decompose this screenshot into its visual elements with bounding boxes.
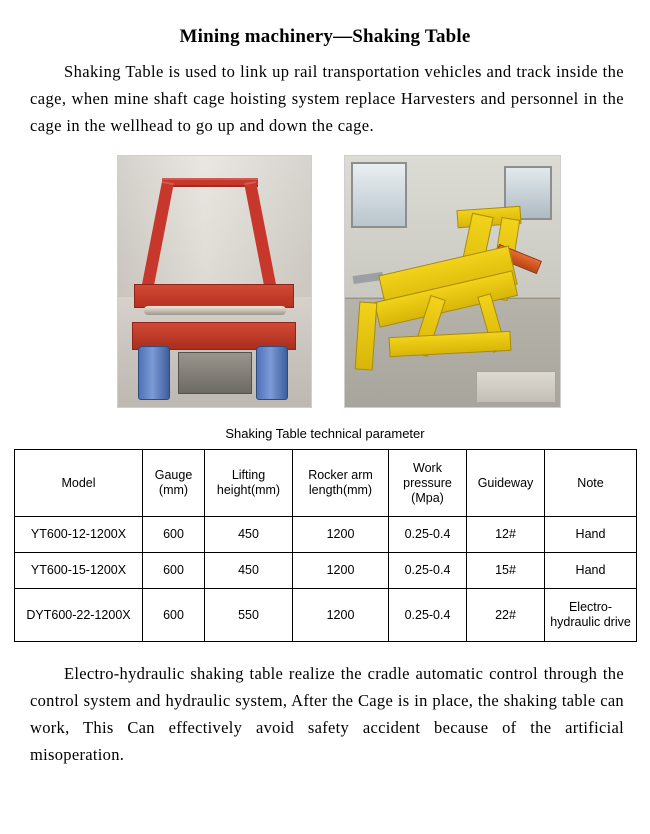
photo-red-shaking-table-frame — [117, 155, 312, 408]
column-header-lifting-height — [205, 450, 293, 517]
column-header-rocker-line2: length(mm) — [308, 483, 373, 497]
column-header-lifting-line1: Lifting — [231, 468, 266, 482]
column-header-rocker-arm-length — [293, 450, 389, 517]
cell-gauge: 600 — [143, 553, 205, 589]
photo-yellow-shaking-table-machine — [344, 155, 561, 408]
technical-parameter-table — [14, 449, 637, 642]
frame-upper-beam — [134, 284, 294, 308]
cell-rocker-arm-length: 1200 — [293, 553, 389, 589]
intro-text: Shaking Table is used to link up rail transportation vehicles and track inside the cage, when mine shaft cage hoisting system replace Harvesters and personnel in the cage in the wellhead to go up and down the cage. — [30, 62, 624, 135]
cell-gauge: 600 — [143, 589, 205, 642]
table-row — [15, 517, 637, 553]
cell-rocker-arm-length: 1200 — [293, 589, 389, 642]
cell-lifting-height: 450 — [205, 517, 293, 553]
frame-shaft — [144, 306, 286, 315]
column-header-gauge-line2: (mm) — [158, 483, 189, 497]
column-header-work-line2: pressure — [403, 475, 452, 490]
cell-guideway: 12# — [467, 517, 545, 553]
cell-model: YT600-12-1200X — [15, 517, 143, 553]
cell-rocker-arm-length: 1200 — [293, 517, 389, 553]
table-caption: Shaking Table technical parameter — [225, 426, 425, 441]
figure-row — [14, 155, 636, 408]
column-header-work-line1: Work — [413, 460, 442, 475]
outro-text: Electro-hydraulic shaking table realize the cradle automatic control through the control system and hydraulic system, After the Cage is in place, the shaking table can work, This Can effectively avoid safety accident because of the artificial misoperation. — [30, 664, 624, 764]
grey-block — [178, 352, 252, 394]
cell-work-pressure: 0.25-0.4 — [389, 589, 467, 642]
cell-gauge: 600 — [143, 517, 205, 553]
concrete-slab — [476, 371, 556, 403]
cell-lifting-height: 450 — [205, 553, 293, 589]
workshop-window — [351, 162, 407, 228]
column-header-note: Note — [545, 450, 637, 517]
cell-model: YT600-15-1200X — [15, 553, 143, 589]
column-header-guideway: Guideway — [467, 450, 545, 517]
intro-paragraph — [14, 58, 636, 139]
photo-left-canvas — [118, 156, 311, 407]
column-header-rocker-line1: Rocker arm — [308, 468, 373, 482]
column-header-work-line3: (Mpa) — [411, 490, 444, 505]
table-header-row — [15, 450, 637, 517]
table-row — [15, 589, 637, 642]
cell-lifting-height: 550 — [205, 589, 293, 642]
page-title: Mining machinery—Shaking Table — [179, 26, 471, 47]
column-header-gauge-line1: Gauge — [154, 468, 193, 482]
cell-note: Electro-hydraulic drive — [545, 589, 637, 642]
cell-work-pressure: 0.25-0.4 — [389, 517, 467, 553]
column-header-work-pressure — [389, 450, 467, 517]
table-row — [15, 553, 637, 589]
cell-note: Hand — [545, 517, 637, 553]
document-page — [0, 26, 650, 834]
column-header-gauge — [143, 450, 205, 517]
cell-guideway: 15# — [467, 553, 545, 589]
cell-work-pressure: 0.25-0.4 — [389, 553, 467, 589]
blue-drum — [138, 346, 170, 400]
cell-model: DYT600-22-1200X — [15, 589, 143, 642]
column-header-model: Model — [15, 450, 143, 517]
cell-guideway: 22# — [467, 589, 545, 642]
photo-right-canvas — [345, 156, 560, 407]
outro-paragraph — [14, 660, 636, 768]
cell-note: Hand — [545, 553, 637, 589]
blue-drum — [256, 346, 288, 400]
column-header-lifting-line2: height(mm) — [216, 483, 281, 497]
